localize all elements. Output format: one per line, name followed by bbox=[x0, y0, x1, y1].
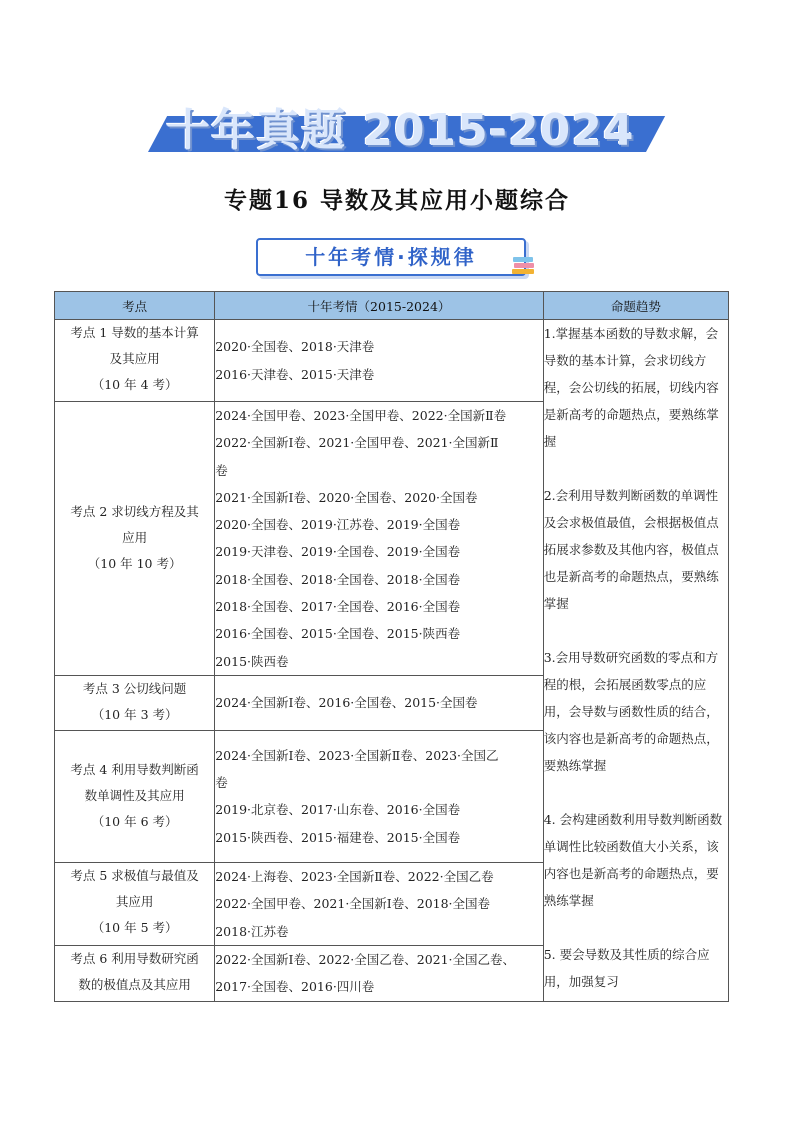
banner bbox=[148, 92, 646, 156]
exams-cell bbox=[215, 402, 543, 676]
kp-line: 考点 5 求极值与最值及 bbox=[70, 867, 199, 883]
exam-line: 2016·全国卷、2015·全国卷、2015·陕西卷 bbox=[215, 626, 461, 642]
exam-line: 2024·全国甲卷、2023·全国甲卷、2022·全国新Ⅱ卷 bbox=[215, 408, 507, 423]
header-kp: 考点 bbox=[55, 292, 215, 320]
exam-line: 2018·全国卷、2017·全国卷、2016·全国卷 bbox=[215, 599, 461, 615]
exam-line: 2017·全国卷、2016·四川卷 bbox=[215, 979, 375, 995]
kp-line: 考点 6 利用导数研究函 bbox=[70, 950, 199, 966]
kp-line: 其应用 bbox=[115, 893, 154, 909]
trend-cell bbox=[543, 320, 728, 1002]
kp-line: （10 年 6 考） bbox=[91, 814, 178, 830]
exams-cell bbox=[215, 730, 543, 862]
exam-line: 2022·全国甲卷、2021·全国新Ⅰ卷、2018·全国卷 bbox=[215, 896, 491, 912]
kp-cell bbox=[55, 675, 215, 730]
kp-cell bbox=[55, 402, 215, 676]
header-trend: 命题趋势 bbox=[543, 292, 728, 320]
banner-title: 十年真题 2015-2024 bbox=[166, 105, 635, 156]
trend-item: 5. 要会导数及其性质的综合应用，加强复习 bbox=[543, 947, 710, 989]
trend-item: 2.会利用导数判断函数的单调性及会求极值最值，会根据极值点拓展求参数及其他内容，极值点也是新高考的命题热点，要熟练掌握 bbox=[543, 488, 719, 611]
kp-line: 数单调性及其应用 bbox=[84, 788, 185, 804]
exam-line: 2020·全国卷、2018·天津卷 bbox=[215, 339, 375, 355]
kp-line: （10 年 5 考） bbox=[91, 919, 178, 935]
exams-cell bbox=[215, 675, 543, 730]
exam-table bbox=[54, 291, 729, 1002]
kp-line: （10 年 3 考） bbox=[91, 706, 178, 722]
kp-line: 考点 4 利用导数判断函 bbox=[70, 762, 199, 778]
trend-item: 4. 会构建函数利用导数判断函数单调性比较函数值大小关系，该内容也是新高考的命题热点，要熟练掌握 bbox=[543, 812, 723, 908]
exam-line: 2015·陕西卷 bbox=[215, 653, 289, 669]
exam-line: 2024·上海卷、2023·全国新Ⅱ卷、2022·全国乙卷 bbox=[215, 868, 494, 884]
exam-line: 2018·江苏卷 bbox=[215, 923, 289, 939]
kp-line: （10 年 4 考） bbox=[91, 377, 178, 392]
exam-line: 2018·全国卷、2018·全国卷、2018·全国卷 bbox=[215, 571, 461, 587]
header-exams: 十年考情（2015-2024） bbox=[215, 292, 543, 320]
kp-line: 考点 3 公切线问题 bbox=[82, 680, 187, 696]
exam-line: 2020·全国卷、2019·江苏卷、2019·全国卷 bbox=[215, 517, 461, 533]
exam-line: 2019·北京卷、2017·山东卷、2016·全国卷 bbox=[215, 802, 461, 818]
label-box bbox=[256, 238, 526, 276]
exams-cell bbox=[215, 862, 543, 945]
books-icon bbox=[510, 255, 538, 279]
kp-cell bbox=[55, 730, 215, 862]
kp-line: 应用 bbox=[122, 530, 148, 546]
kp-line: 考点 2 求切线方程及其 bbox=[70, 504, 199, 520]
kp-cell bbox=[55, 320, 215, 402]
trend-item: 1.掌握基本函数的导数求解，会导数的基本计算，会求切线方程，会公切线的拓展，切线内容是新高考的命题热点，要熟练掌握 bbox=[543, 326, 719, 449]
kp-line: 及其应用 bbox=[109, 351, 160, 366]
exam-line: 2024·全国新Ⅰ卷、2016·全国卷、2015·全国卷 bbox=[215, 695, 478, 711]
exam-line: 2022·全国新Ⅰ卷、2022·全国乙卷、2021·全国乙卷、 bbox=[215, 952, 516, 968]
exam-line: 2016·天津卷、2015·天津卷 bbox=[215, 366, 375, 382]
trend-item: 3.会用导数研究函数的零点和方程的根，会拓展函数零点的应用，会导数与函数性质的结合，该内容也是新高考的命题热点，要熟练掌握 bbox=[543, 650, 719, 773]
label-text: 十年考情·探规律 bbox=[305, 245, 477, 269]
kp-line: 数的极值点及其应用 bbox=[78, 976, 191, 992]
table-row bbox=[55, 320, 729, 402]
exam-line: 2022·全国新Ⅰ卷、2021·全国甲卷、2021·全国新Ⅱ bbox=[215, 435, 499, 451]
kp-cell bbox=[55, 945, 215, 1001]
table-header-row bbox=[55, 292, 729, 320]
exam-line: 2019·天津卷、2019·全国卷、2019·全国卷 bbox=[215, 544, 461, 560]
exams-cell bbox=[215, 945, 543, 1001]
kp-line: 考点 1 导数的基本计算 bbox=[70, 325, 199, 340]
exam-line: 卷 bbox=[215, 775, 228, 791]
exam-line: 卷 bbox=[215, 462, 228, 478]
exams-cell bbox=[215, 320, 543, 402]
kp-cell bbox=[55, 862, 215, 945]
kp-line: （10 年 10 考） bbox=[87, 556, 182, 572]
exam-line: 2021·全国新Ⅰ卷、2020·全国卷、2020·全国卷 bbox=[215, 489, 478, 505]
section-title: 专题16 导数及其应用小题综合 bbox=[223, 187, 570, 214]
exam-line: 2015·陕西卷、2015·福建卷、2015·全国卷 bbox=[215, 829, 461, 845]
exam-line: 2024·全国新Ⅰ卷、2023·全国新Ⅱ卷、2023·全国乙 bbox=[215, 747, 499, 763]
